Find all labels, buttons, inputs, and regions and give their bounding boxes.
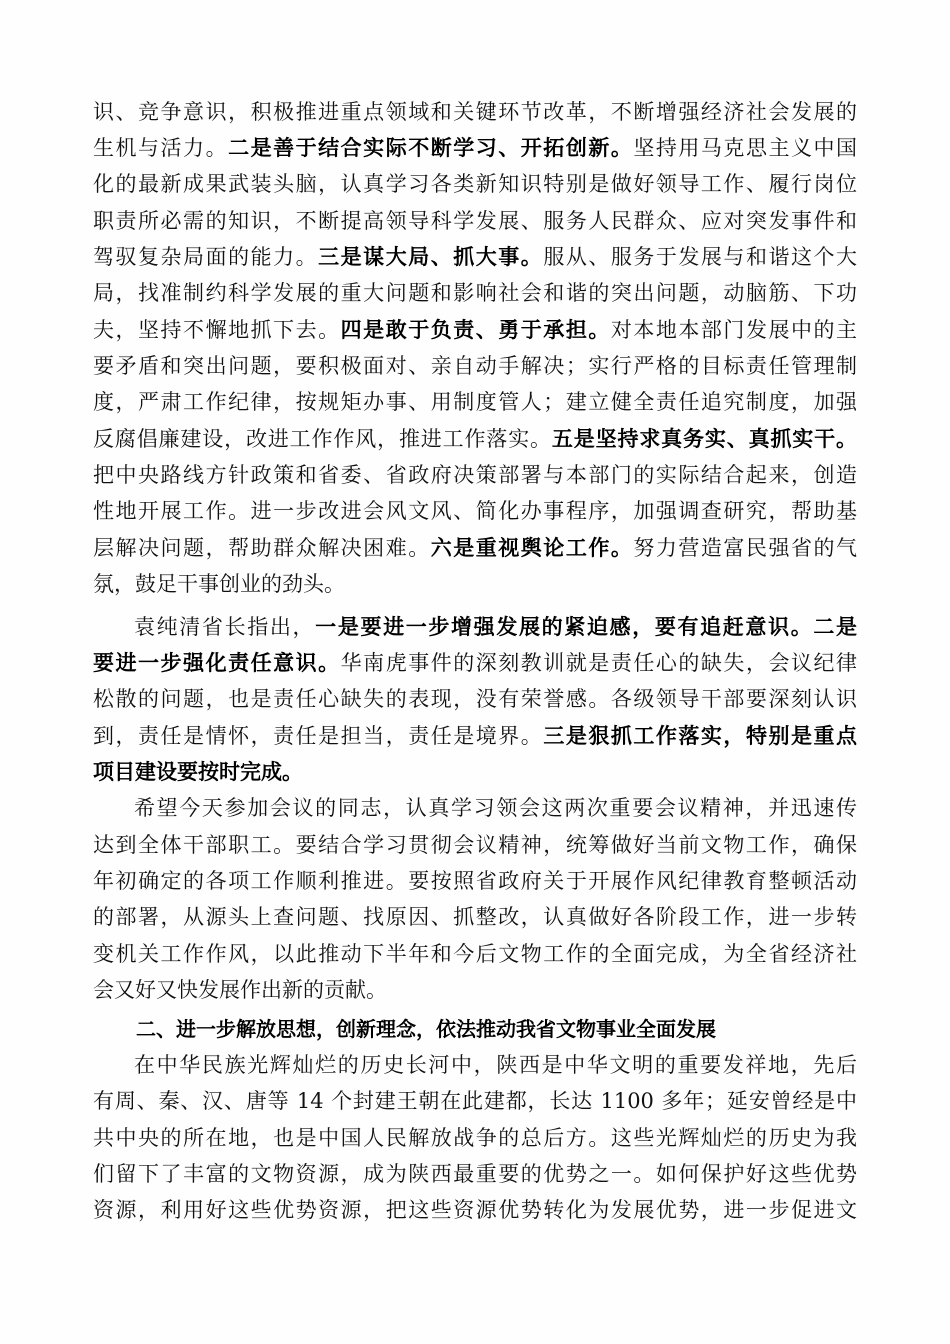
text-line	[93, 1086, 857, 1116]
text-run: 有周、秦、汉、唐等 14 个封建王朝在此建都，长达 1100 多年；延安曾经是中	[93, 1089, 857, 1113]
text-line	[134, 612, 857, 642]
text-run: 化的最新成果武装头脑，认真学习各类新知识特别是做好领导工作、履行岗位	[93, 172, 857, 196]
text-line	[93, 133, 857, 163]
text-line	[93, 424, 857, 454]
text-line	[93, 533, 857, 563]
text-line	[93, 866, 857, 896]
bold-text-run: 五是坚持求真务实、真抓实干。	[551, 427, 858, 451]
text-line	[93, 496, 857, 526]
bold-text-run: 二是善于结合实际不断学习、开拓创新。	[228, 136, 634, 160]
text-run: 服从、服务于发展与和谐这个大	[543, 245, 858, 269]
text-run: 局，找准制约科学发展的重大问题和影响社会和谐的突出问题，动脑筋、下功	[93, 281, 857, 305]
text-run: 氛，鼓足干事创业的劲头。	[93, 572, 345, 596]
text-run: 在中华民族光辉灿烂的历史长河中，陕西是中华文明的重要发祥地，先后	[134, 1053, 857, 1077]
text-run: 资源，利用好这些优势资源，把这些资源优势转化为发展优势，进一步促进文	[93, 1198, 857, 1222]
text-line	[93, 1159, 857, 1189]
text-run: 把中央路线方针政策和省委、省政府决策部署与本部门的实际结合起来，创造	[93, 463, 857, 487]
text-run: 到，责任是情怀，责任是担当，责任是境界。	[93, 724, 544, 748]
text-run: 年初确定的各项工作顺利推进。要按照省政府关于开展作风纪律教育整顿活动	[93, 869, 857, 893]
text-line	[93, 1195, 857, 1225]
text-line	[93, 387, 857, 417]
bold-text-run: 三是谋大局、抓大事。	[318, 245, 544, 269]
bold-text-run: 六是重视舆论工作。	[430, 536, 634, 560]
text-run: 华南虎事件的深刻教训就是责任心的缺失，会议纪律	[340, 651, 858, 675]
text-run: 识、竞争意识，积极推进重点领域和关键环节改革，不断增强经济社会发展的	[93, 100, 857, 124]
text-run: 对本地本部门发展中的主	[610, 318, 858, 342]
text-run: 达到全体干部职工。要结合学习贯彻会议精神，统筹做好当前文物工作，确保	[93, 833, 857, 857]
text-run: 度，严肃工作纪律，按规矩办事、用制度管人；建立健全责任追究制度，加强	[93, 390, 857, 414]
text-line	[134, 793, 857, 823]
bold-text-run: 一是要进一步增强发展的紧迫感，要有追赶意识。二是	[315, 615, 858, 639]
text-line	[93, 1123, 857, 1153]
text-run: 夫，坚持不懈地抓下去。	[93, 318, 341, 342]
bold-text-run: 四是敢于负责、勇于承担。	[340, 318, 611, 342]
text-run: 职责所必需的知识，不断提高领导科学发展、服务人民群众、应对突发事件和	[93, 209, 857, 233]
text-run: 层解决问题，帮助群众解决困难。	[93, 536, 431, 560]
text-line	[93, 460, 857, 490]
text-line	[93, 315, 857, 345]
text-run: 松散的问题，也是责任心缺失的表现，没有荣誉感。各级领导干部要深刻认识	[93, 687, 857, 711]
text-line	[93, 206, 857, 236]
text-line	[93, 169, 857, 199]
text-run: 性地开展工作。进一步改进会风文风、简化办事程序，加强调查研究，帮助基	[93, 499, 857, 523]
text-run: 坚持用马克思主义中国	[633, 136, 858, 160]
text-line	[93, 721, 857, 751]
text-run: 共中央的所在地，也是中国人民解放战争的总后方。这些光辉灿烂的历史为我	[93, 1126, 857, 1150]
text-run: 驾驭复杂局面的能力。	[93, 245, 319, 269]
text-line	[93, 242, 857, 272]
text-run: 的部署，从源头上查问题、找原因、抓整改，认真做好各阶段工作，进一步转	[93, 905, 857, 929]
text-line	[93, 97, 857, 127]
text-run: 反腐倡廉建设，改进工作作风，推进工作落实。	[93, 427, 552, 451]
text-line	[93, 684, 857, 714]
text-run: 要矛盾和突出问题，要积极面对、亲自动手解决；实行严格的目标责任管理制	[93, 354, 857, 378]
text-line	[93, 278, 857, 308]
text-run: 袁纯清省长指出，	[134, 615, 316, 639]
bold-text-run: 三是狠抓工作落实，特别是重点	[543, 724, 858, 748]
text-line	[93, 902, 857, 932]
section-heading: 二、进一步解放思想，创新理念，依法推动我省文物事业全面发展	[136, 1017, 716, 1041]
text-run: 会又好又快发展作出新的贡献。	[93, 978, 387, 1002]
text-line	[93, 648, 857, 678]
text-line	[93, 939, 857, 969]
text-run: 努力营造富民强省的气	[633, 536, 858, 560]
bold-text-run: 项目建设要按时完成。	[93, 760, 303, 784]
text-line	[93, 757, 857, 787]
text-run: 希望今天参加会议的同志，认真学习领会这两次重要会议精神，并迅速传	[134, 796, 857, 820]
text-run: 变机关工作作风，以此推动下半年和今后文物工作的全面完成，为全省经济社	[93, 942, 857, 966]
text-line	[93, 975, 857, 1005]
bold-text-run: 要进一步强化责任意识。	[93, 651, 341, 675]
text-line	[93, 569, 857, 599]
text-line	[134, 1050, 857, 1080]
text-run: 生机与活力。	[93, 136, 229, 160]
text-line	[93, 351, 857, 381]
text-run: 们留下了丰富的文物资源，成为陕西最重要的优势之一。如何保护好这些优势	[93, 1162, 857, 1186]
text-line	[93, 830, 857, 860]
